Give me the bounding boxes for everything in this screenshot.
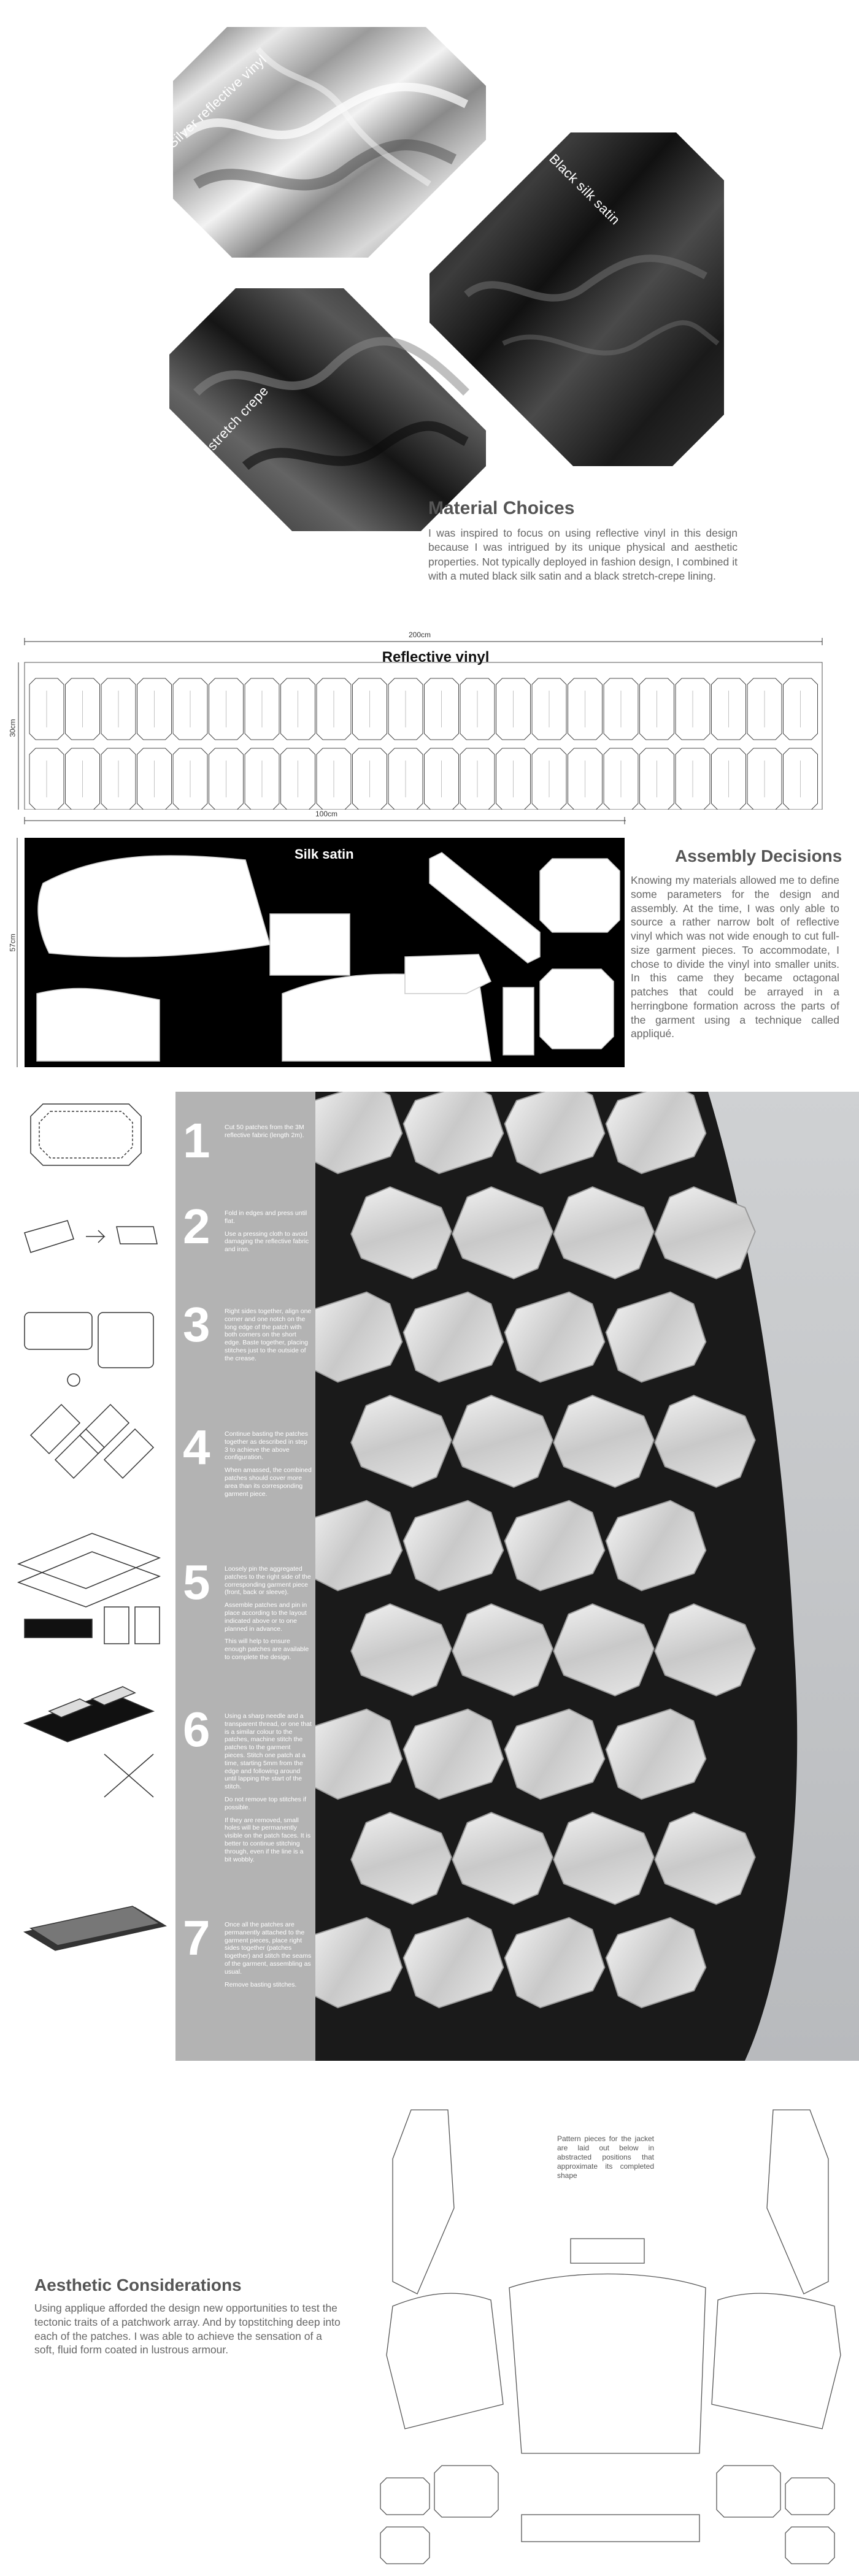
step-1-illustration [31,1104,141,1165]
step-6-illustration [25,1687,153,1797]
material-choices-section [0,0,859,619]
pattern-octagon-2 [380,2527,430,2564]
satin-pattern-title: Silk satin [295,846,354,862]
step-2-illustration [25,1221,157,1252]
step-paragraph: Once all the patches are permanently attached to the garment pieces, place right sides together (patches together) and stitch the seams of the garment, assembling as usual. [225,1921,312,1976]
assembly-decisions-text: Knowing my materials allowed me to define some parameters for the design and assembly. At the time, I was only able to source a rather narrow bolt of reflective vinyl which was not wide enough to cut full-size garment pieces. To accommodate, I chose to divide the vinyl into smaller units. In this came they became octagonal patches that could be arrayed in a herringbone formation across the parts of the garment using a technique called appliqué. [631,874,839,1040]
pattern-octagon-4 [785,2527,834,2564]
step-text [225,1430,312,1498]
step-3-illustration [25,1313,153,1386]
step-number: 5 [183,1555,210,1609]
aesthetic-text: Using applique afforded the design new opportunities to test the tectonic traits of a patchwork array. And by topstitching deep into each of the patches. I was able to achieve the sensation of a soft, fluid form coated in lustrous armour. [34,2302,341,2356]
step-number: 3 [183,1297,210,1352]
step-number: 2 [183,1199,210,1254]
jacket-photo [315,1092,859,2061]
silver-vinyl-swatch [173,27,486,258]
step-column [175,1092,315,2061]
pattern-collar [571,2239,644,2263]
pattern-left-front [387,2293,503,2429]
reflective-vinyl-section [0,626,859,810]
pattern-right-front [712,2293,841,2429]
step-text [225,1921,312,1988]
step-paragraph: If they are removed, small holes will be permanently visible on the patch faces. It is better to continue stitching through, even if the line is a bit wobbly. [225,1816,311,1863]
pattern-left-sleeve [393,2110,454,2294]
pattern-octagon-5 [434,2466,498,2517]
pattern-back [509,2274,706,2454]
step-text [225,1209,312,1254]
pattern-right-sleeve [767,2110,828,2294]
aesthetic-considerations-section [0,2085,859,2576]
satin-strip-piece [503,987,534,1055]
step-paragraph: Using a sharp needle and a transparent thread, or one that is a similar colour to the patches, machine stitch the patches to the garment pieces. Stitch one patch at a time, starting 5mm from the edge and following around until lapping the start of the stitch. [225,1712,312,1791]
step-text [225,1308,312,1363]
step-4-illustration [31,1405,153,1478]
pattern-octagon-1 [380,2478,430,2515]
assembly-decisions-section [0,810,859,1067]
step-text [225,1124,312,1140]
black-satin-label: Black silk satin [546,151,623,228]
satin-width-label: 100cm [315,810,338,818]
satin-sleeve-piece [38,856,270,957]
material-choices-text: I was inspired to focus on using reflective vinyl in this design because I was intrigued by its unique physical and aesthetic properties. Not typically deployed in fashion design, I combined it with a muted black silk satin and a black stretch-crepe lining. [428,527,738,582]
pattern-waistband [522,2515,699,2542]
vinyl-height-label: 30cm [8,719,17,737]
jacket-pattern-layout [368,2085,859,2576]
pattern-note: Pattern pieces for the jacket are laid out below in abstracted positions that approximate its completed shape [557,2134,654,2180]
silver-vinyl-label: Silver reflective vinyl [164,52,270,151]
black-crepe-label: Black stretch crepe [178,383,272,482]
pattern-octagon-3 [785,2478,834,2515]
step-paragraph: Loosely pin the aggregated patches to the right side of the corresponding garment piece (front, back or sleeve). [225,1565,311,1597]
satin-height-label: 57cm [8,933,17,952]
satin-collar-piece [405,954,491,994]
step-paragraph: Remove basting stitches. [225,1980,297,1988]
vinyl-pattern-title: Reflective vinyl [382,649,490,665]
assembly-steps-section [0,1092,859,2061]
jacket-patch-array [315,1092,762,2014]
step-number: 1 [183,1113,210,1168]
step-paragraph: Fold in edges and press until flat. [225,1209,307,1225]
step-paragraph: This will help to ensure enough patches are available to complete the design. [225,1638,309,1661]
step-paragraph: Do not remove top stitches if possible. [225,1795,307,1811]
satin-octagon-piece-1 [540,859,620,932]
step-number: 7 [183,1911,210,1965]
material-choices-title: Material Choices [428,498,575,518]
assembly-decisions-title: Assembly Decisions [675,846,842,865]
satin-octagon-piece-2 [540,969,614,1049]
pattern-octagon-6 [717,2466,780,2517]
step-7-illustration [25,1906,166,1950]
step-paragraph: Right sides together, align one corner and one notch on the long edge of the patch with both corners on the short edge. Baste together, placing stitches just to the outside of the crease. [225,1308,312,1362]
step-illustrations [12,1092,172,2061]
satin-rect-piece [270,914,350,975]
satin-front-piece [37,988,160,1061]
step-paragraph: Use a pressing cloth to avoid damaging the reflective fabric and iron. [225,1230,309,1254]
step-text [225,1565,312,1662]
step-paragraph: Cut 50 patches from the 3M reflective fabric (length 2m). [225,1124,304,1139]
step-paragraph: When amassed, the combined patches should cover more area than its corresponding garment piece. [225,1466,312,1498]
aesthetic-title: Aesthetic Considerations [34,2275,242,2294]
vinyl-width-label: 200cm [409,631,431,639]
step-number: 4 [183,1420,210,1474]
step-5-illustration [18,1533,160,1644]
step-paragraph: Continue basting the patches together as described in step 3 to achieve the above configuration. [225,1430,309,1462]
step-paragraph: Assemble patches and pin in place according to the layout indicated above or to one planned in advance. [225,1601,307,1633]
step-text [225,1712,312,1863]
step-number: 6 [183,1702,210,1757]
